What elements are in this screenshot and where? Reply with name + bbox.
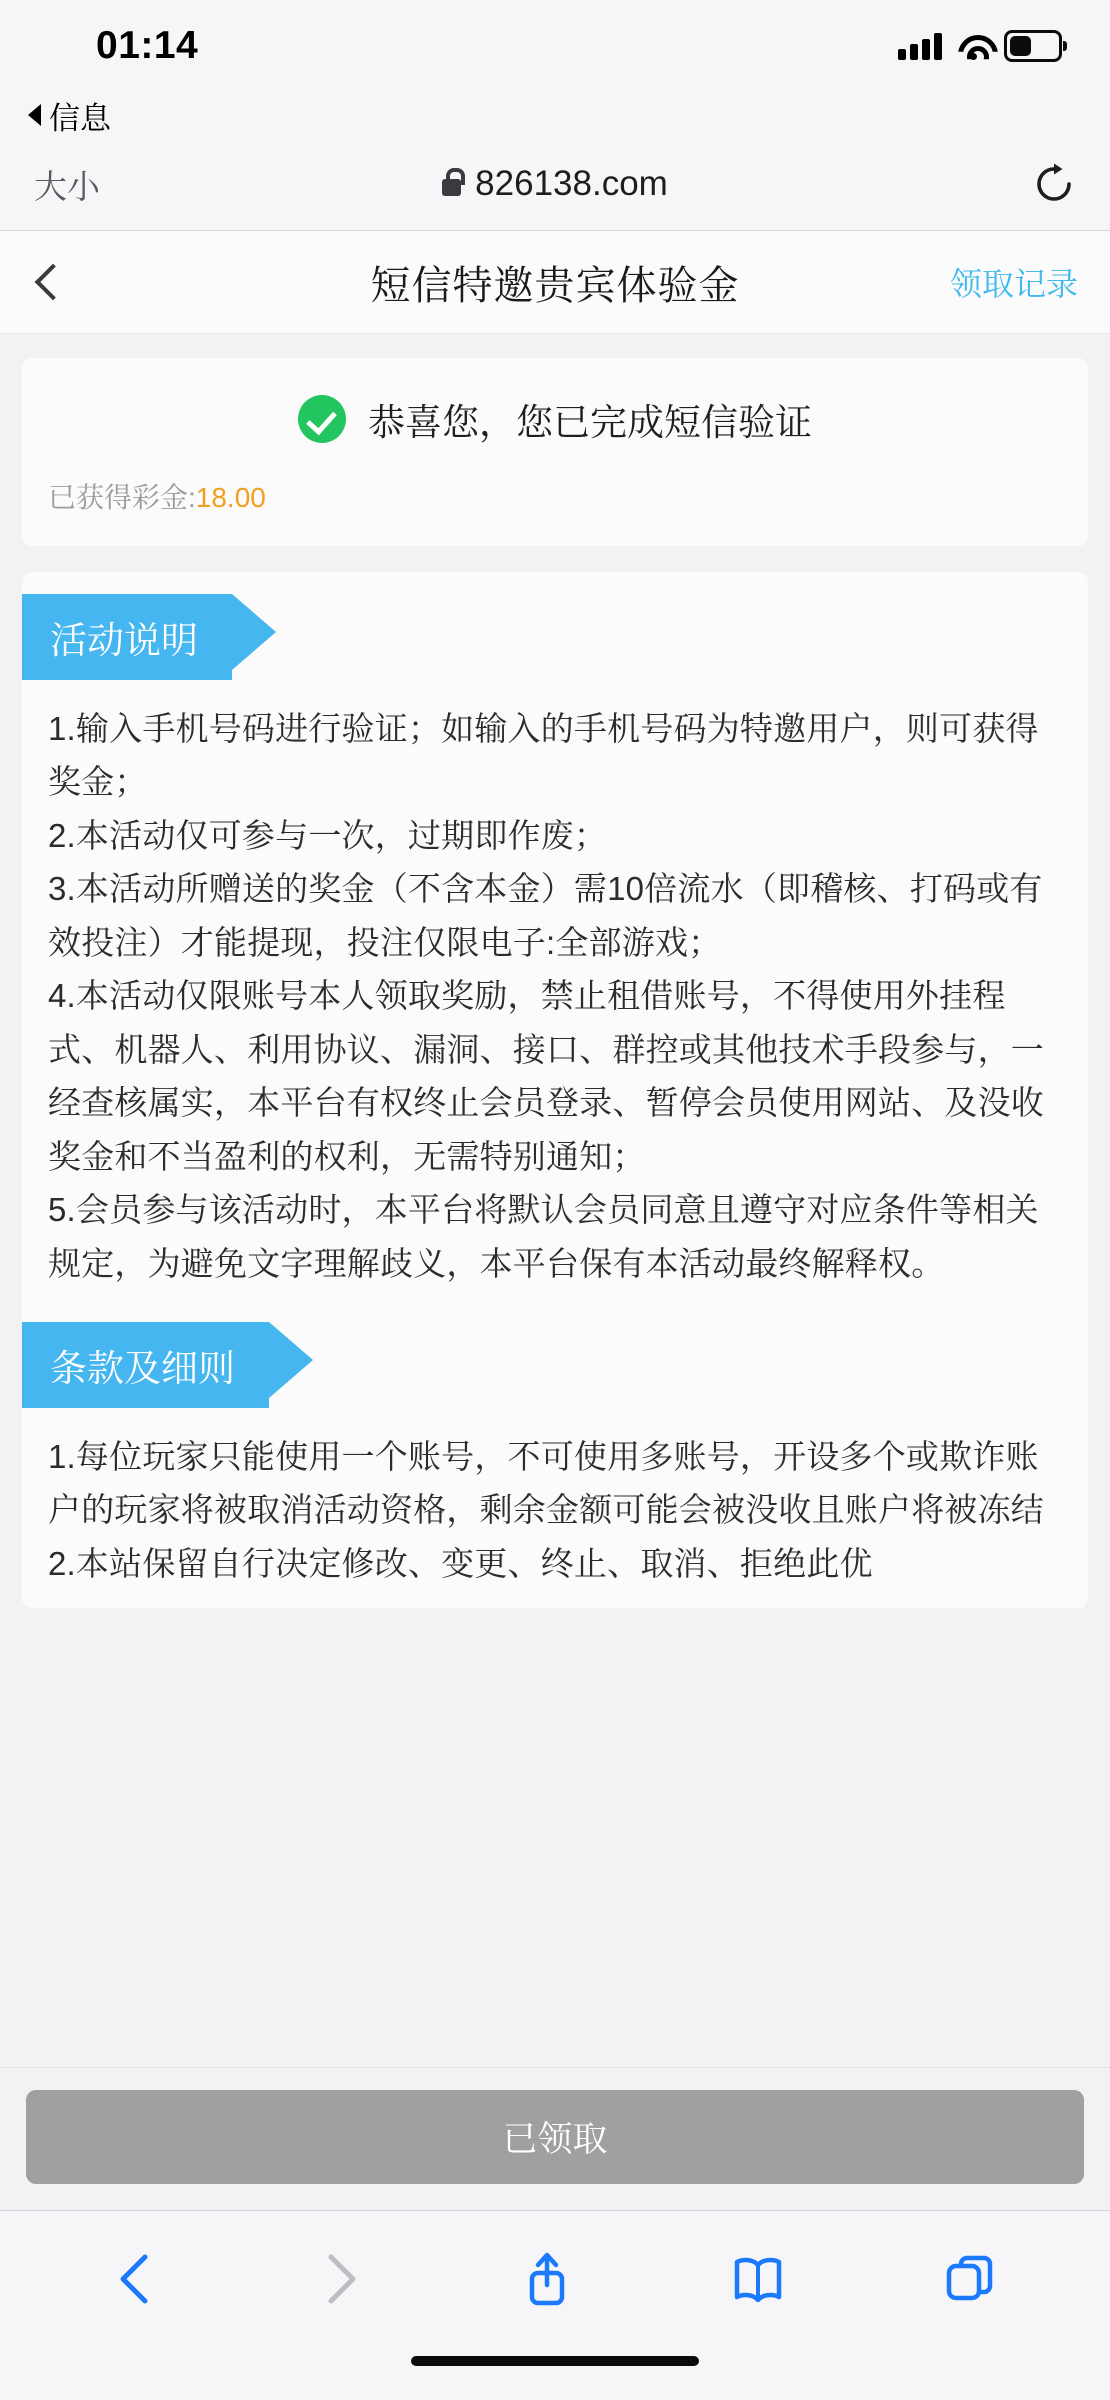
url-display: [0, 164, 1110, 204]
home-indicator: [0, 2346, 1110, 2400]
page-title: 短信特邀贵宾体验金: [370, 263, 740, 308]
claim-record-link[interactable]: 领取记录: [949, 266, 1078, 302]
share-icon[interactable]: [521, 2249, 573, 2309]
cta-container: [0, 2067, 1110, 2210]
toolbar-back-icon[interactable]: [113, 2251, 159, 2307]
success-row: [48, 392, 1062, 446]
wifi-icon: [956, 33, 990, 59]
status-bar: [0, 0, 1110, 92]
result-card: [22, 358, 1088, 546]
claimed-button[interactable]: 已领取: [26, 2090, 1084, 2184]
text-size-button[interactable]: 大小: [34, 167, 100, 205]
rule-paragraph: 5.会员参与该活动时，本平台将默认会员同意且遵守对应条件等相关规定，为避免文字理解歧义，本平台保有本活动最终解释权。: [48, 1191, 1039, 1282]
section-activity-rules: [22, 572, 1088, 1608]
rule-paragraph: 1.输入手机号码进行验证；如输入的手机号码为特邀用户，则可获得奖金；: [48, 710, 1039, 801]
reload-icon[interactable]: [1032, 162, 1076, 206]
chevron-left-icon[interactable]: [35, 264, 72, 301]
page-header: [0, 231, 1110, 334]
triangle-left-icon: [28, 104, 41, 126]
rule-paragraph: 4.本活动仅限账号本人领取奖励，禁止租借账号，不得使用外挂程式、机器人、利用协议、漏洞、接口、群控或其他技术手段参与，一经查核属实，本平台有权终止会员登录、暂停会员使用网站、及没收奖金和不当盈利的权利，无需特别通知；: [48, 977, 1044, 1175]
terms-paragraph: 1.每位玩家只能使用一个账号，不可使用多账号，开设多个或欺诈账户的玩家将被取消活动资格，剩余金额可能会被没收且账户将被冻结: [48, 1437, 1044, 1529]
section-body-terms: [22, 1414, 1088, 1600]
toolbar-forward-icon: [317, 2251, 363, 2307]
url-text: 826138.com: [475, 164, 668, 203]
amount-row: [48, 476, 1062, 516]
terms-paragraph: 2.本站保留自行决定修改、变更、终止、取消、拒绝此优: [48, 1544, 873, 1582]
success-check-icon: [298, 395, 346, 443]
success-message: 恭喜您，您已完成短信验证: [368, 402, 812, 443]
status-time: 01:14: [96, 24, 199, 67]
page-content[interactable]: [0, 334, 1110, 2067]
back-to-messages-button[interactable]: [0, 92, 1110, 138]
bookmarks-icon[interactable]: [731, 2253, 785, 2305]
section-title-activity-rules: 活动说明: [22, 594, 232, 680]
status-indicators: [898, 30, 1062, 62]
rule-paragraph: 2.本活动仅可参与一次，过期即作废；: [48, 816, 608, 854]
amount-label: 已获得彩金:: [48, 482, 196, 513]
cellular-signal-icon: [898, 32, 942, 60]
browser-toolbar: [0, 2210, 1110, 2346]
section-title-terms: 条款及细则: [22, 1322, 269, 1408]
amount-value: 18.00: [195, 482, 266, 513]
rule-paragraph: 3.本活动所赠送的奖金（不含本金）需10倍流水（即稽核、打码或有效投注）才能提现，投注仅限电子:全部游戏；: [48, 870, 1043, 961]
lock-icon: [442, 179, 461, 196]
browser-url-bar[interactable]: [0, 138, 1110, 231]
back-to-messages-label: 信息: [49, 100, 111, 136]
section-body-activity-rules: [22, 686, 1088, 1300]
tabs-icon[interactable]: [943, 2252, 997, 2306]
battery-icon: [1004, 30, 1062, 62]
